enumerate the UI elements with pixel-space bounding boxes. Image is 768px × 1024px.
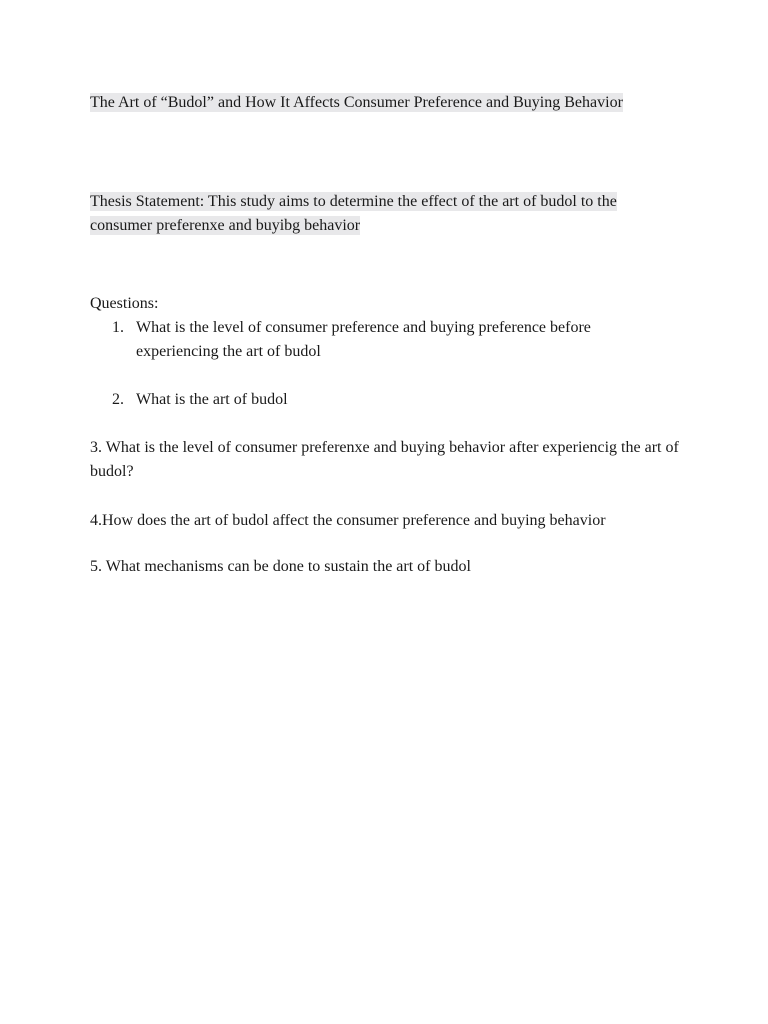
list-item-number: 2.: [112, 391, 124, 408]
thesis-statement: [90, 190, 680, 238]
document-title: [90, 91, 690, 115]
document-title-text: The Art of “Budol” and How It Affects Consumer Preference and Buying Behavior: [90, 94, 623, 111]
question-paragraph-3: 3. What is the level of consumer preferenxe and buying behavior after experiencig the art of budol?: [90, 439, 679, 480]
document-page: [90, 91, 690, 575]
list-item-text: What is the art of budol: [136, 391, 288, 408]
question-paragraph-4: 4.How does the art of budol affect the consumer preference and buying behavior: [90, 512, 606, 529]
questions-label: Questions:: [90, 295, 159, 312]
question-paragraph-5: 5. What mechanisms can be done to sustain the art of budol: [90, 558, 471, 575]
thesis-statement-text: Thesis Statement: This study aims to determine the effect of the art of budol to the consumer preferenxe and buyibg behavior: [90, 193, 617, 234]
list-item-number: 1.: [112, 319, 124, 336]
list-item-text: What is the level of consumer preference and buying preference before experiencing the art of budol: [136, 319, 591, 360]
